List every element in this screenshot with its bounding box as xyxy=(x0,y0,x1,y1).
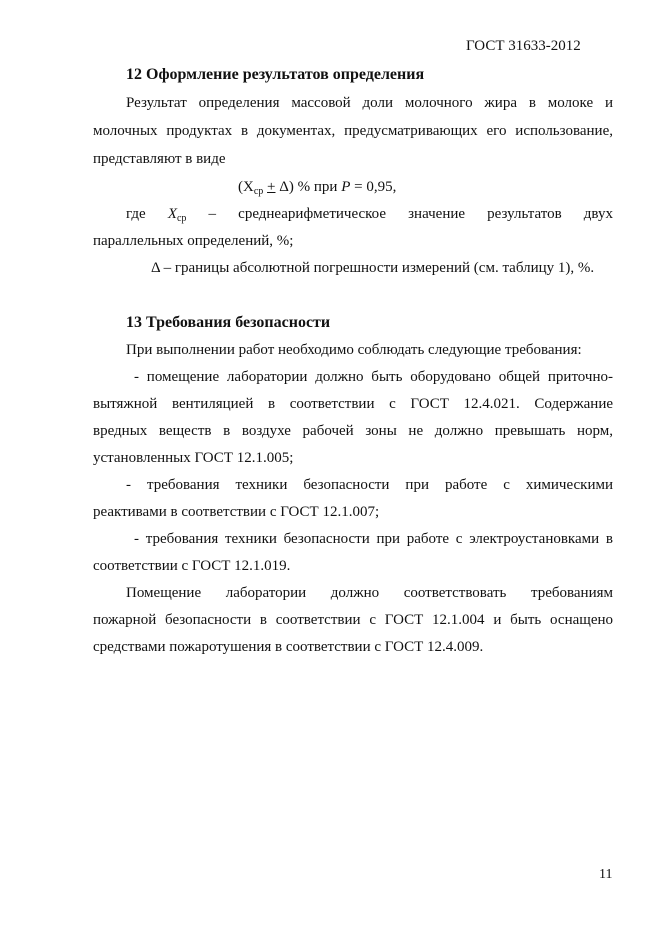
result-formula xyxy=(238,178,396,201)
paragraph-line: Результат определения массовой доли молочного жира в молоке и xyxy=(126,95,613,111)
requirement-2-line: - требования техники безопасности при работе с химическими xyxy=(126,477,613,493)
formula-open: (X xyxy=(238,179,254,195)
where-continuation: параллельных определений, %; xyxy=(93,233,294,249)
formula-p-variable: P xyxy=(341,179,351,195)
section-13-intro: При выполнении работ необходимо соблюдать следующие требования: xyxy=(126,342,582,358)
where-dash: – xyxy=(208,206,217,222)
section-12-heading: 12 Оформление результатов определения xyxy=(126,66,425,83)
closing-paragraph-line: Помещение лаборатории должно соответствовать требованиям xyxy=(126,585,613,601)
where-word-2: значение xyxy=(408,206,466,222)
formula-subscript: ср xyxy=(253,186,264,197)
where-word-4: двух xyxy=(583,206,613,222)
where-word: где xyxy=(126,206,146,222)
delta-definition: Δ – границы абсолютной погрешности измерений (см. таблицу 1), %. xyxy=(151,260,595,276)
requirement-1-line: установленных ГОСТ 12.1.005; xyxy=(93,450,294,466)
where-variable: $X_{ср}$ xyxy=(167,206,187,224)
paragraph-line: молочных продуктах в документах, предусматривающих его использование, xyxy=(93,123,613,139)
formula-p-value: = 0,95, xyxy=(350,179,397,195)
requirement-1-line: вытяжной вентиляцией в соответствии с ГОСТ 12.4.021. Содержание xyxy=(93,396,613,412)
requirement-2-line: реактивами в соответствии с ГОСТ 12.1.007; xyxy=(93,504,380,520)
requirement-3-line: - требования техники безопасности при работе с электроустановками в xyxy=(134,531,613,547)
where-definition-line xyxy=(126,205,613,228)
formula-plusminus: + xyxy=(267,179,276,195)
requirement-1-line: вредных веществ в воздухе рабочей зоны не должно превышать норм, xyxy=(93,423,613,439)
paragraph-line: представляют в виде xyxy=(93,151,226,167)
formula-rest: Δ) % при xyxy=(279,179,342,195)
section-13-heading: 13 Требования безопасности xyxy=(126,314,331,331)
requirement-1-line: - помещение лаборатории должно быть оборудовано общей приточно- xyxy=(134,369,613,385)
closing-paragraph-line: пожарной безопасности в соответствии с ГОСТ 12.1.004 и быть оснащено xyxy=(93,612,613,628)
where-word-1: среднеарифметическое xyxy=(238,206,387,222)
where-word-3: результатов xyxy=(487,206,562,222)
standard-code: ГОСТ 31633-2012 xyxy=(466,38,581,54)
page-number: 11 xyxy=(599,867,613,882)
closing-paragraph-line: средствами пожаротушения в соответствии с ГОСТ 12.4.009. xyxy=(93,639,484,655)
requirement-3-line: соответствии с ГОСТ 12.1.019. xyxy=(93,558,291,574)
